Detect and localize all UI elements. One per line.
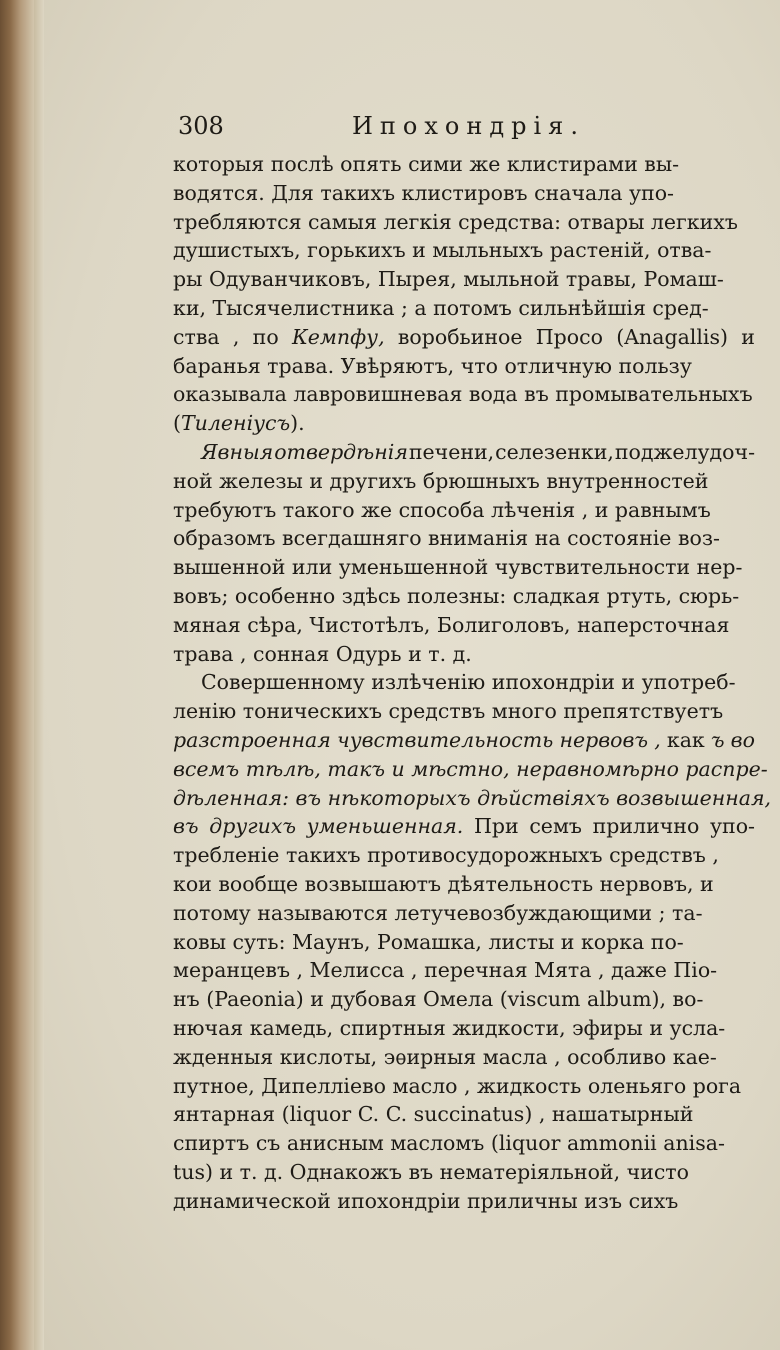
- book-binding: [0, 0, 34, 1350]
- text-line: вышенной или уменьшенной чувствительности нер-: [173, 555, 743, 580]
- text-line: нючая камедь, спиртныя жидкости, эфиры и усла-: [173, 1015, 726, 1040]
- text-line: ленію тоническихъ средствъ много препятствуетъ: [173, 699, 724, 724]
- body-text: [173, 150, 772, 1215]
- text-line: ковы суть: Маунъ, Ромашка, листы и корка по-: [173, 929, 684, 954]
- page-header: [178, 112, 585, 142]
- text-line: разстроенная чувствительность нервовъ , как ъ во: [173, 727, 755, 752]
- page-gutter: [34, 0, 44, 1350]
- text-line: требленіе такихъ противосудорожныхъ средствъ ,: [173, 843, 719, 868]
- text-line: путное, Дипелліево масло , жидкость оленьяго рога: [173, 1073, 742, 1098]
- text-line: мяная сѣра, Чистотѣлъ, Болиголовъ, наперсточная: [173, 612, 730, 637]
- text-line: ры Одуванчиковъ, Пырея, мыльной травы, Ромаш-: [173, 267, 724, 292]
- text-line: образомъ всегдашняго вниманія на состояніе воз-: [173, 526, 720, 551]
- running-head: Ипохондрія.: [352, 112, 585, 140]
- text-line: Явныя отвердѣнія печени, селезенки, поджелудоч-: [201, 439, 755, 464]
- text-line: жденныя кислоты, эѳирныя масла , особливо кае-: [173, 1044, 717, 1069]
- text-line: требуютъ такого же способа лѣченія , и равнымъ: [173, 497, 711, 522]
- text-line: всемъ тѣлѣ, такъ и мѣстно, неравномѣрно распре-: [173, 756, 768, 781]
- text-line: янтарная (liquor C. C. succinatus) , нашатырный: [173, 1102, 694, 1127]
- text-line: баранья трава. Увѣряютъ, что отличную пользу: [173, 353, 692, 378]
- text-line: водятся. Для такихъ клистировъ сначала упо-: [173, 180, 674, 205]
- text-line: спиртъ съ анисным масломъ (liquor ammonii anisa-: [173, 1131, 725, 1156]
- text-line: Совершенному излѣченію ипохондріи и употреб-: [201, 670, 736, 695]
- text-line: (Тиленіусъ).: [173, 411, 305, 436]
- text-line: дѣленная: въ нѣкоторыхъ дѣйствіяхъ возвышенная,: [173, 785, 772, 810]
- text-line: tus) и т. д. Однакожъ въ нематеріяльной, чисто: [173, 1159, 689, 1184]
- text-line: потому называются летучевозбуждающими ; та-: [173, 900, 703, 925]
- text-line: ки, Тысячелистника ; а потомъ сильнѣйшія сред-: [173, 295, 709, 320]
- text-line: меранцевъ , Мелисса , перечная Мята , даже Піо-: [173, 958, 718, 983]
- text-line: душистыхъ, горькихъ и мыльныхъ растеній, отва-: [173, 238, 712, 263]
- text-line: кои вообще возвышаютъ дѣятельность нервовъ, и: [173, 871, 714, 896]
- text-line: требляются самыя легкія средства: отвары легкихъ: [173, 209, 738, 234]
- text-line: оказывала лавровишневая вода въ промывательныхъ: [173, 382, 753, 407]
- text-line: нъ (Paeonia) и дубовая Омела (viscum album), во-: [173, 987, 704, 1012]
- text-line: въ другихъ уменьшенная. При семъ прилично упо-: [173, 814, 755, 839]
- page-number: 308: [178, 112, 224, 140]
- text-line: которыя послѣ опять сими же клистирами вы-: [173, 152, 680, 176]
- text-line: динамической ипохондріи приличны изъ сихъ: [173, 1188, 679, 1213]
- text-line: ства , по Кемпфу, воробьиное Просо (Anagallis) и: [173, 324, 755, 349]
- text-line: трава , сонная Одурь и т. д.: [173, 641, 472, 666]
- text-line: вовъ; особенно здѣсь полезны: сладкая ртуть, сюрь-: [173, 583, 740, 608]
- text-line: ной железы и другихъ брюшныхъ внутренностей: [173, 468, 709, 493]
